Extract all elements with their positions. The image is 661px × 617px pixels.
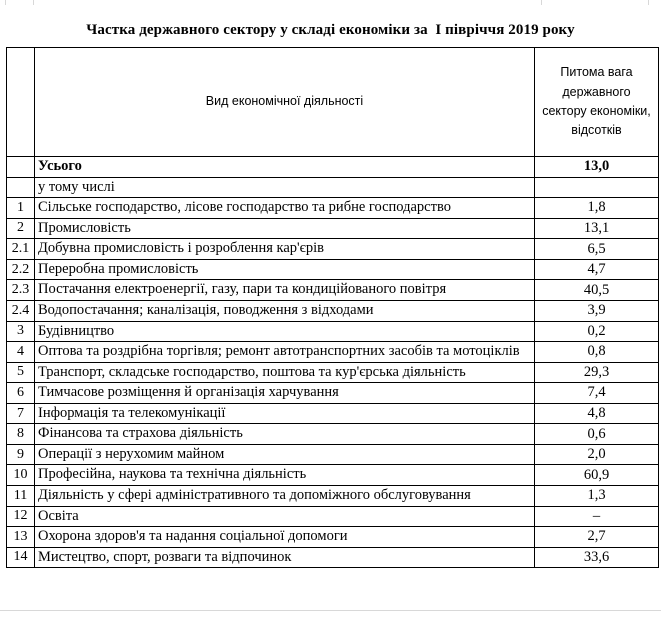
row-value: 4,8 — [535, 403, 659, 424]
row-number: 2.4 — [7, 300, 35, 321]
row-activity-label: Добувна промисловість і розроблення кар'єрів — [35, 239, 535, 260]
row-activity-label: Тимчасове розміщення й організація харчування — [35, 383, 535, 404]
table-row — [7, 506, 659, 527]
row-value: 2,7 — [535, 527, 659, 548]
table-row — [7, 321, 659, 342]
row-activity-label: Діяльність у сфері адміністративного та допоміжного обслуговування — [35, 486, 535, 507]
row-value: 7,4 — [535, 383, 659, 404]
row-value: 1,3 — [535, 486, 659, 507]
row-activity-label: Постачання електроенергії, газу, пари та кондиційованого повітря — [35, 280, 535, 301]
row-number: 2.2 — [7, 259, 35, 280]
row-value: 29,3 — [535, 362, 659, 383]
page-title: Частка державного сектору у складі економіки за І півріччя 2019 року — [86, 22, 575, 38]
row-number: 3 — [7, 321, 35, 342]
header-number-cell — [7, 48, 35, 157]
row-activity-label: Освіта — [35, 506, 535, 527]
row-value: 6,5 — [535, 239, 659, 260]
row-value: – — [535, 506, 659, 527]
row-value: 0,8 — [535, 342, 659, 363]
table-row — [7, 239, 659, 260]
row-value — [535, 177, 659, 198]
row-activity-label: Транспорт, складське господарство, поштова та кур'єрська діяльність — [35, 362, 535, 383]
table-row — [7, 177, 659, 198]
gridline-remnant — [648, 0, 649, 5]
row-value: 1,8 — [535, 198, 659, 219]
row-activity-label: Переробна промисловість — [35, 259, 535, 280]
row-number: 2.1 — [7, 239, 35, 260]
row-number: 12 — [7, 506, 35, 527]
row-number: 6 — [7, 383, 35, 404]
row-number: 2 — [7, 218, 35, 239]
row-activity-label: Мистецтво, спорт, розваги та відпочинок — [35, 547, 535, 568]
table-row — [7, 403, 659, 424]
table-row — [7, 465, 659, 486]
table-row — [7, 259, 659, 280]
table-header-row — [7, 48, 659, 157]
row-number: 8 — [7, 424, 35, 445]
table-row — [7, 547, 659, 568]
table-row — [7, 444, 659, 465]
row-value: 13,0 — [535, 157, 659, 178]
row-number: 13 — [7, 527, 35, 548]
table-row — [7, 486, 659, 507]
row-number: 4 — [7, 342, 35, 363]
row-number: 1 — [7, 198, 35, 219]
row-value: 40,5 — [535, 280, 659, 301]
row-number: 9 — [7, 444, 35, 465]
row-number: 10 — [7, 465, 35, 486]
row-activity-label: Охорона здоров'я та надання соціальної допомоги — [35, 527, 535, 548]
row-number — [7, 177, 35, 198]
table-row — [7, 527, 659, 548]
row-activity-label: Операції з нерухомим майном — [35, 444, 535, 465]
header-value-cell: Питома вага державного сектору економіки, відсотків — [535, 48, 659, 157]
row-number: 5 — [7, 362, 35, 383]
row-activity-label: у тому числі — [35, 177, 535, 198]
row-value: 4,7 — [535, 259, 659, 280]
table-body — [7, 48, 659, 568]
row-number: 11 — [7, 486, 35, 507]
row-activity-label: Інформація та телекомунікації — [35, 403, 535, 424]
row-value: 33,6 — [535, 547, 659, 568]
table-row — [7, 300, 659, 321]
row-activity-label: Промисловість — [35, 218, 535, 239]
row-activity-label: Професійна, наукова та технічна діяльність — [35, 465, 535, 486]
row-value: 2,0 — [535, 444, 659, 465]
row-value: 13,1 — [535, 218, 659, 239]
row-activity-label: Оптова та роздрібна торгівля; ремонт автотранспортних засобів та мотоціклів — [35, 342, 535, 363]
gridline-remnant — [5, 0, 6, 5]
gridline-remnant — [33, 0, 34, 5]
table-row — [7, 157, 659, 178]
row-activity-label: Сільське господарство, лісове господарство та рибне господарство — [35, 198, 535, 219]
row-value: 60,9 — [535, 465, 659, 486]
row-activity-label: Будівництво — [35, 321, 535, 342]
row-number — [7, 157, 35, 178]
state-sector-table — [6, 47, 659, 568]
row-value: 3,9 — [535, 300, 659, 321]
row-number: 14 — [7, 547, 35, 568]
row-number: 2.3 — [7, 280, 35, 301]
table-row — [7, 280, 659, 301]
table-row — [7, 362, 659, 383]
row-value: 0,2 — [535, 321, 659, 342]
table-row — [7, 424, 659, 445]
table-row — [7, 342, 659, 363]
table-row — [7, 383, 659, 404]
table-row — [7, 198, 659, 219]
table-row — [7, 218, 659, 239]
row-value: 0,6 — [535, 424, 659, 445]
header-activity-cell: Вид економічної діяльності — [35, 48, 535, 157]
row-activity-label: Водопостачання; каналізація, поводження з відходами — [35, 300, 535, 321]
row-activity-label: Фінансова та страхова діяльність — [35, 424, 535, 445]
gridline-remnant — [541, 0, 542, 5]
gridline-remnant — [0, 610, 661, 611]
row-activity-label: Усього — [35, 157, 535, 178]
row-number: 7 — [7, 403, 35, 424]
